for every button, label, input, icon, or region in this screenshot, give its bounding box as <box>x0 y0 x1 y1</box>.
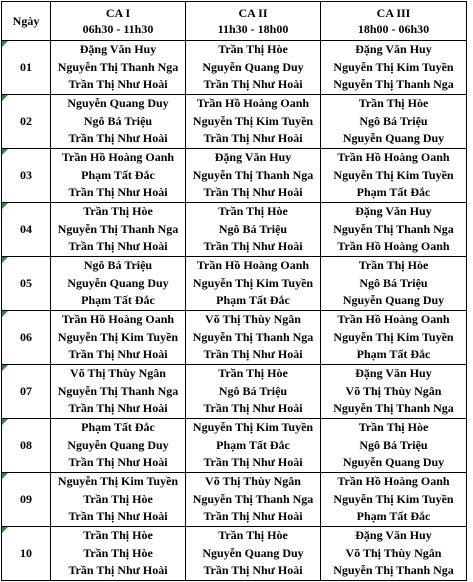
staff-name: Trần Thị Như Hoài <box>203 77 303 92</box>
staff-name: Nguyễn Thị Kim Tuyền <box>192 113 314 128</box>
staff-name: Phạm Tất Đắc <box>356 347 431 362</box>
roster-sheet <box>1 1 467 581</box>
cell-corner-mark <box>2 149 8 155</box>
table-row <box>2 527 467 581</box>
staff-name: Trần Thị Hòe <box>218 366 288 381</box>
staff-name: Nguyễn Quang Duy <box>202 545 304 560</box>
staff-name: Nguyễn Thị Kim Tuyền <box>57 329 179 344</box>
staff-name: Nguyễn Thị Thanh Nga <box>57 221 179 236</box>
shift-3-cell <box>321 419 467 473</box>
staff-name: Nguyễn Quang Duy <box>342 131 445 146</box>
day-number: 04 <box>20 222 32 236</box>
staff-name: Nguyễn Thị Thanh Nga <box>333 563 454 578</box>
staff-name: Võ Thị Thùy Ngân <box>205 474 301 489</box>
staff-name: Nguyễn Quang Duy <box>342 293 445 308</box>
staff-name: Trần Thị Như Hoài <box>203 239 303 254</box>
cell-corner-mark <box>2 365 8 371</box>
day-number: 02 <box>20 114 32 128</box>
day-header-label: Ngày <box>12 14 40 28</box>
staff-name: Nguyễn Thị Kim Tuyền <box>333 167 454 182</box>
staff-name: Phạm Tất Đắc <box>216 437 290 452</box>
day-number: 09 <box>20 492 32 506</box>
day-cell <box>2 149 51 203</box>
staff-name: Nguyễn Thị Thanh Nga <box>57 383 179 398</box>
shift-3-cell <box>321 257 467 311</box>
cell-corner-mark <box>2 527 8 533</box>
staff-name: Phạm Tất Đắc <box>356 185 431 200</box>
staff-name: Ngô Bá Triệu <box>359 113 428 128</box>
cell-corner-mark <box>2 41 8 47</box>
staff-name: Ngô Bá Triệu <box>359 437 428 452</box>
staff-name: Nguyễn Thị Thanh Nga <box>57 59 179 74</box>
staff-name: Đặng Văn Huy <box>79 42 157 57</box>
staff-name: Nguyễn Thị Thanh Nga <box>192 491 314 506</box>
staff-name: Nguyễn Thị Thanh Nga <box>333 77 454 92</box>
shift-2-cell <box>186 149 321 203</box>
staff-name: Nguyễn Thị Kim Tuyền <box>57 474 179 489</box>
table-row <box>2 149 467 203</box>
staff-name: Trần Hồ Hoàng Oanh <box>337 474 450 489</box>
shift-1-cell <box>51 149 186 203</box>
staff-name: Võ Thị Thùy Ngân <box>345 383 442 398</box>
staff-name: Trần Thị Như Hoài <box>203 563 303 578</box>
shift-1-time: 06h30 - 11h30 <box>82 22 154 36</box>
staff-name: Nguyễn Thị Kim Tuyền <box>192 275 314 290</box>
table-header <box>2 2 467 41</box>
staff-name: Nguyễn Quang Duy <box>67 275 169 290</box>
staff-name: Trần Hồ Hoàng Oanh <box>196 96 310 111</box>
staff-name: Trần Thị Như Hoài <box>68 239 168 254</box>
shift-1-cell <box>51 473 186 527</box>
staff-name: Phạm Tất Đắc <box>81 293 155 308</box>
shift-2-cell <box>186 203 321 257</box>
shift-1-cell <box>51 257 186 311</box>
table-row <box>2 473 467 527</box>
table-row <box>2 95 467 149</box>
staff-name: Trần Thị Hòe <box>218 42 288 57</box>
staff-name: Nguyễn Thị Thanh Nga <box>192 329 314 344</box>
shift-3-name: CA III <box>376 6 411 20</box>
staff-name: Đặng Văn Huy <box>355 366 432 381</box>
staff-name: Phạm Tất Đắc <box>216 293 290 308</box>
staff-name: Trần Thị Hòe <box>218 528 288 543</box>
table-row <box>2 41 467 95</box>
staff-name: Ngô Bá Triệu <box>83 113 153 128</box>
shift-2-header <box>186 2 321 41</box>
staff-name: Trần Thị Như Hoài <box>68 509 168 524</box>
shift-3-cell <box>321 473 467 527</box>
staff-name: Trần Thị Hòe <box>83 545 153 560</box>
shift-2-cell <box>186 95 321 149</box>
staff-name: Trần Thị Như Hoài <box>203 185 303 200</box>
day-column-header <box>2 2 51 41</box>
staff-name: Đặng Văn Huy <box>355 528 432 543</box>
shift-3-cell <box>321 203 467 257</box>
staff-name: Phạm Tất Đắc <box>356 509 431 524</box>
shift-3-cell <box>321 95 467 149</box>
staff-name: Trần Thị Như Hoài <box>203 509 303 524</box>
staff-name: Võ Thị Thùy Ngân <box>70 366 166 381</box>
shift-2-time: 11h30 - 18h00 <box>217 22 289 36</box>
shift-1-cell <box>51 527 186 581</box>
shift-1-cell <box>51 41 186 95</box>
staff-name: Nguyễn Quang Duy <box>67 96 169 111</box>
staff-name: Trần Thị Hòe <box>218 204 288 219</box>
staff-name: Đặng Văn Huy <box>355 204 432 219</box>
staff-name: Trần Thị Hòe <box>358 258 429 273</box>
cell-corner-mark <box>2 311 8 317</box>
cell-corner-mark <box>2 419 8 425</box>
shift-1-cell <box>51 311 186 365</box>
staff-name: Ngô Bá Triệu <box>218 383 288 398</box>
day-cell <box>2 95 51 149</box>
staff-name: Trần Thị Như Hoài <box>68 455 168 470</box>
table-row <box>2 203 467 257</box>
staff-name: Trần Hồ Hoàng Oanh <box>61 150 175 165</box>
day-cell <box>2 419 51 473</box>
staff-name: Ngô Bá Triệu <box>218 221 288 236</box>
staff-name: Nguyễn Thị Kim Tuyền <box>333 491 454 506</box>
staff-name: Nguyễn Quang Duy <box>202 59 304 74</box>
staff-name: Đặng Văn Huy <box>214 150 292 165</box>
cell-corner-mark <box>2 203 8 209</box>
shift-3-cell <box>321 41 467 95</box>
staff-name: Trần Thị Như Hoài <box>203 347 303 362</box>
staff-name: Võ Thị Thùy Ngân <box>205 312 301 327</box>
staff-name: Trần Hồ Hoàng Oanh <box>337 312 450 327</box>
shift-schedule-table <box>1 1 467 581</box>
staff-name: Đặng Văn Huy <box>355 42 432 57</box>
staff-name: Ngô Bá Triệu <box>83 258 153 273</box>
shift-3-time: 18h00 - 06h30 <box>357 22 430 36</box>
shift-1-name: CA I <box>105 6 131 20</box>
staff-name: Trần Hồ Hoàng Oanh <box>61 312 175 327</box>
day-cell <box>2 527 51 581</box>
staff-name: Trần Hồ Hoàng Oanh <box>337 239 450 254</box>
cell-corner-mark <box>2 95 8 101</box>
shift-1-header <box>51 2 186 41</box>
shift-1-cell <box>51 203 186 257</box>
day-number: 10 <box>20 546 32 560</box>
shift-2-cell <box>186 527 321 581</box>
day-number: 01 <box>20 60 32 74</box>
shift-2-cell <box>186 257 321 311</box>
staff-name: Trần Thị Như Hoài <box>68 347 168 362</box>
day-cell <box>2 41 51 95</box>
shift-3-cell <box>321 149 467 203</box>
staff-name: Nguyễn Thị Thanh Nga <box>333 401 454 416</box>
day-number: 08 <box>20 438 32 452</box>
table-row <box>2 311 467 365</box>
day-cell <box>2 365 51 419</box>
table-row <box>2 419 467 473</box>
staff-name: Trần Thị Hòe <box>358 420 429 435</box>
shift-3-header <box>321 2 467 41</box>
staff-name: Trần Thị Hòe <box>83 491 153 506</box>
staff-name: Trần Thị Như Hoài <box>68 563 168 578</box>
staff-name: Trần Thị Như Hoài <box>68 131 168 146</box>
staff-name: Trần Thị Hòe <box>83 204 153 219</box>
staff-name: Nguyễn Thị Thanh Nga <box>192 167 314 182</box>
staff-name: Trần Thị Như Hoài <box>203 455 303 470</box>
cell-corner-mark <box>2 473 8 479</box>
staff-name: Trần Hồ Hoàng Oanh <box>337 150 450 165</box>
shift-3-cell <box>321 365 467 419</box>
staff-name: Ngô Bá Triệu <box>359 275 428 290</box>
staff-name: Trần Thị Như Hoài <box>203 401 303 416</box>
staff-name: Trần Thị Hòe <box>83 528 153 543</box>
day-number: 07 <box>20 384 32 398</box>
staff-name: Trần Thị Như Hoài <box>68 401 168 416</box>
day-cell <box>2 257 51 311</box>
shift-1-cell <box>51 419 186 473</box>
day-cell <box>2 203 51 257</box>
shift-2-name: CA II <box>238 6 268 20</box>
staff-name: Phạm Tất Đắc <box>81 167 155 182</box>
shift-1-cell <box>51 95 186 149</box>
staff-name: Trần Thị Hòe <box>358 96 429 111</box>
shift-2-cell <box>186 473 321 527</box>
cell-corner-mark <box>2 257 8 263</box>
staff-name: Trần Thị Như Hoài <box>68 77 168 92</box>
shift-1-cell <box>51 365 186 419</box>
shift-2-cell <box>186 365 321 419</box>
staff-name: Nguyễn Thị Thanh Nga <box>333 221 454 236</box>
shift-2-cell <box>186 41 321 95</box>
staff-name: Trần Thị Như Hoài <box>203 131 303 146</box>
shift-3-cell <box>321 311 467 365</box>
day-cell <box>2 473 51 527</box>
shift-3-cell <box>321 527 467 581</box>
day-cell <box>2 311 51 365</box>
shift-2-cell <box>186 419 321 473</box>
day-number: 06 <box>20 330 32 344</box>
table-body <box>2 41 467 581</box>
table-row <box>2 365 467 419</box>
table-row <box>2 257 467 311</box>
staff-name: Võ Thị Thùy Ngân <box>345 545 442 560</box>
day-number: 05 <box>20 276 32 290</box>
day-number: 03 <box>20 168 32 182</box>
staff-name: Nguyễn Thị Kim Tuyền <box>192 420 314 435</box>
staff-name: Nguyễn Quang Duy <box>342 455 445 470</box>
staff-name: Nguyễn Thị Kim Tuyền <box>333 59 454 74</box>
staff-name: Nguyễn Thị Kim Tuyền <box>333 329 454 344</box>
shift-2-cell <box>186 311 321 365</box>
staff-name: Phạm Tất Đắc <box>81 420 155 435</box>
staff-name: Trần Thị Như Hoài <box>68 185 168 200</box>
staff-name: Nguyễn Quang Duy <box>67 437 169 452</box>
staff-name: Trần Hồ Hoàng Oanh <box>196 258 310 273</box>
